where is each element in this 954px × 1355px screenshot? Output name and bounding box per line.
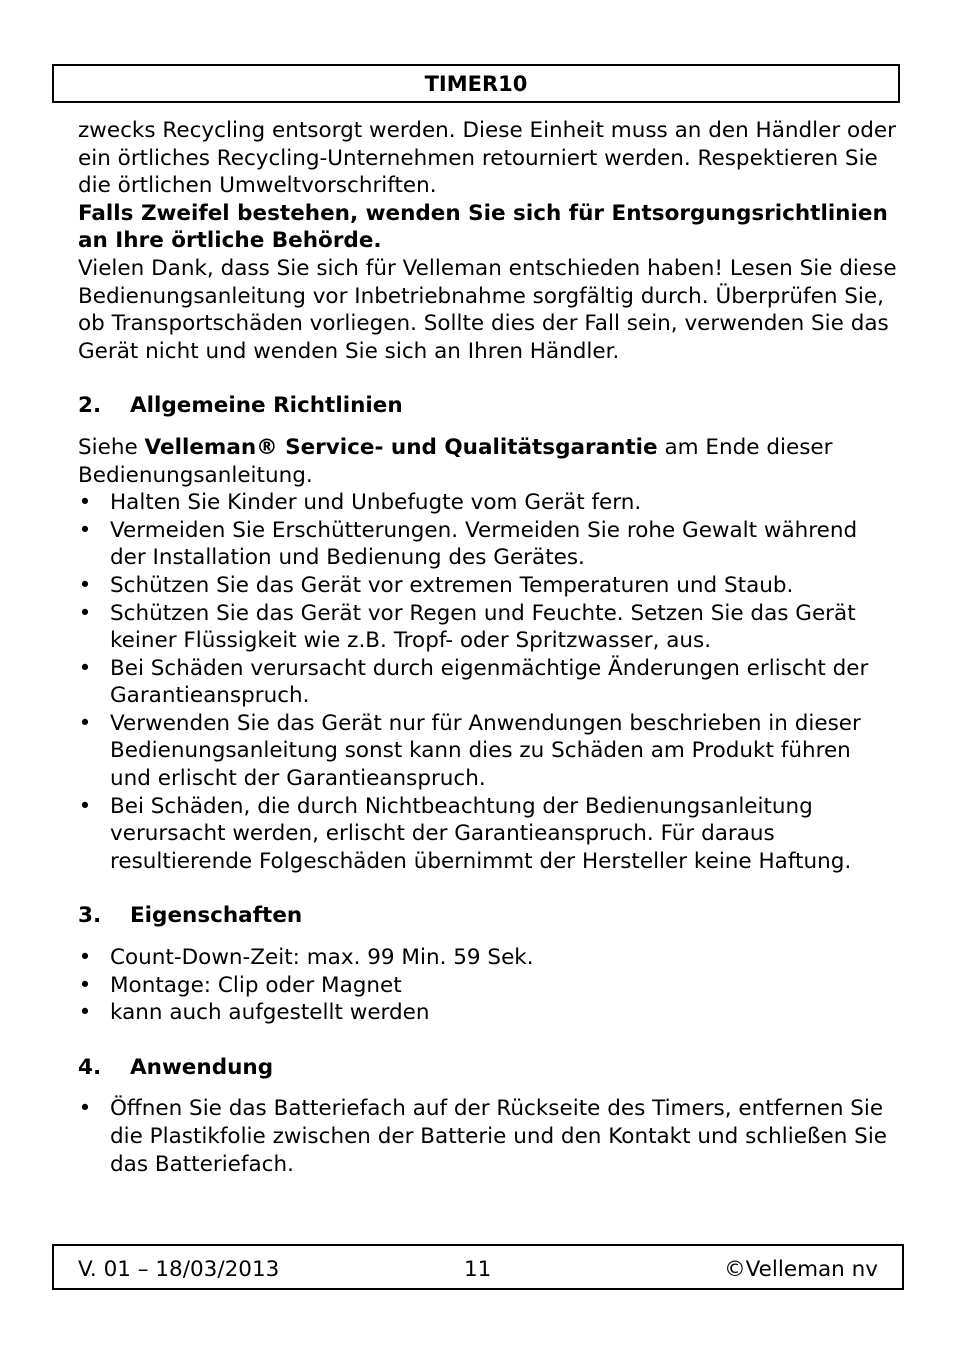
list-item-text: kann auch aufgestellt werden <box>110 1000 430 1026</box>
list-item-text: Verwenden Sie das Gerät nur für Anwendungen beschrieben in dieser Bedienungsanleitung sonst kann dies zu Schäden am Produkt führen und erlischt der Garantieanspruch. <box>110 710 861 792</box>
list-item-text: Bei Schäden, die durch Nichtbeachtung der Bedienungsanleitung verursacht werden, erlischt der Garantieanspruch. Für daraus resultierende Folgeschäden übernimmt der Hersteller keine Haftung. <box>110 793 852 874</box>
list-item-text: Bei Schäden verursacht durch eigenmächtige Änderungen erlischt der Garantieanspruch. <box>110 655 869 709</box>
list-item <box>78 793 898 876</box>
bullet-icon: • <box>78 1000 92 1026</box>
section-4-list <box>78 1095 898 1178</box>
footer-version: V. 01 – 18/03/2013 <box>78 1257 280 1282</box>
list-item <box>78 517 898 572</box>
list-item <box>78 489 898 517</box>
section-2-number: 2. <box>78 393 102 419</box>
list-item-text: Öffnen Sie das Batteriefach auf der Rückseite des Timers, entfernen Sie die Plastikfolie zwischen der Batterie und den Kontakt und schließen Sie das Batteriefach. <box>110 1096 888 1177</box>
section-2-heading <box>78 392 898 420</box>
bullet-icon: • <box>78 490 92 516</box>
list-item <box>78 655 898 710</box>
bullet-icon: • <box>78 517 92 543</box>
section-2-lead-pre: Siehe <box>78 434 145 460</box>
bullet-icon: • <box>78 1096 92 1122</box>
section-3-list <box>78 944 898 1027</box>
section-3-heading <box>78 902 898 930</box>
list-item-text: Schützen Sie das Gerät vor extremen Temperaturen und Staub. <box>110 572 794 598</box>
list-item <box>78 710 898 793</box>
bullet-icon: • <box>78 600 92 626</box>
list-item <box>78 1095 898 1178</box>
list-item <box>78 600 898 655</box>
page-footer <box>52 1244 904 1290</box>
page-header <box>52 64 900 103</box>
section-2-title: Allgemeine Richtlinien <box>130 393 403 419</box>
section-2-list <box>78 489 898 875</box>
list-item-text: Schützen Sie das Gerät vor Regen und Feuchte. Setzen Sie das Gerät keiner Flüssigkeit wie z.B. Tropf- oder Spritzwasser, aus. <box>110 600 856 654</box>
list-item <box>78 572 898 600</box>
intro-paragraph-bold: Falls Zweifel bestehen, wenden Sie sich für Entsorgungsrichtlinien an Ihre örtliche Behörde. <box>78 200 888 254</box>
list-item <box>78 944 898 972</box>
list-item-text: Halten Sie Kinder und Unbefugte vom Gerät fern. <box>110 490 642 516</box>
header-title: TIMER10 <box>424 71 528 96</box>
bullet-icon: • <box>78 972 92 998</box>
list-item-text: Count-Down-Zeit: max. 99 Min. 59 Sek. <box>110 945 534 971</box>
footer-page-number: 11 <box>464 1257 492 1282</box>
section-4-heading <box>78 1054 898 1082</box>
list-item <box>78 999 898 1027</box>
bullet-icon: • <box>78 572 92 598</box>
bullet-icon: • <box>78 655 92 681</box>
section-2-lead <box>78 434 898 489</box>
list-item-text: Vermeiden Sie Erschütterungen. Vermeiden Sie rohe Gewalt während der Installation und Bedienung des Gerätes. <box>110 517 858 571</box>
section-2-lead-bold: Velleman® Service- und Qualitätsgarantie <box>144 434 658 460</box>
intro-paragraph-3: Vielen Dank, dass Sie sich für Velleman entschieden haben! Lesen Sie diese Bedienungsanleitung vor Inbetriebnahme sorgfältig durch. Überprüfen Sie, ob Transportschäden vorliegen. Sollte dies der Fall sein, verwenden Sie das Gerät nicht und wenden Sie sich an Ihren Händler. <box>78 255 897 364</box>
footer-copyright: ©Velleman nv <box>724 1257 878 1282</box>
list-item <box>78 972 898 1000</box>
bullet-icon: • <box>78 793 92 819</box>
bullet-icon: • <box>78 710 92 736</box>
bullet-icon: • <box>78 945 92 971</box>
intro-paragraph-1: zwecks Recycling entsorgt werden. Diese Einheit muss an den Händler oder ein örtliches Recycling-Unternehmen retourniert werden. Respektieren Sie die örtlichen Umweltvorschriften. <box>78 118 896 199</box>
section-4-number: 4. <box>78 1054 102 1080</box>
list-item-text: Montage: Clip oder Magnet <box>110 972 402 998</box>
section-3-number: 3. <box>78 903 102 929</box>
section-3-title: Eigenschaften <box>130 903 303 929</box>
section-2-lead-post: am Ende dieser Bedienungsanleitung. <box>78 434 833 488</box>
page-content <box>78 117 898 1178</box>
section-4-title: Anwendung <box>130 1054 274 1080</box>
